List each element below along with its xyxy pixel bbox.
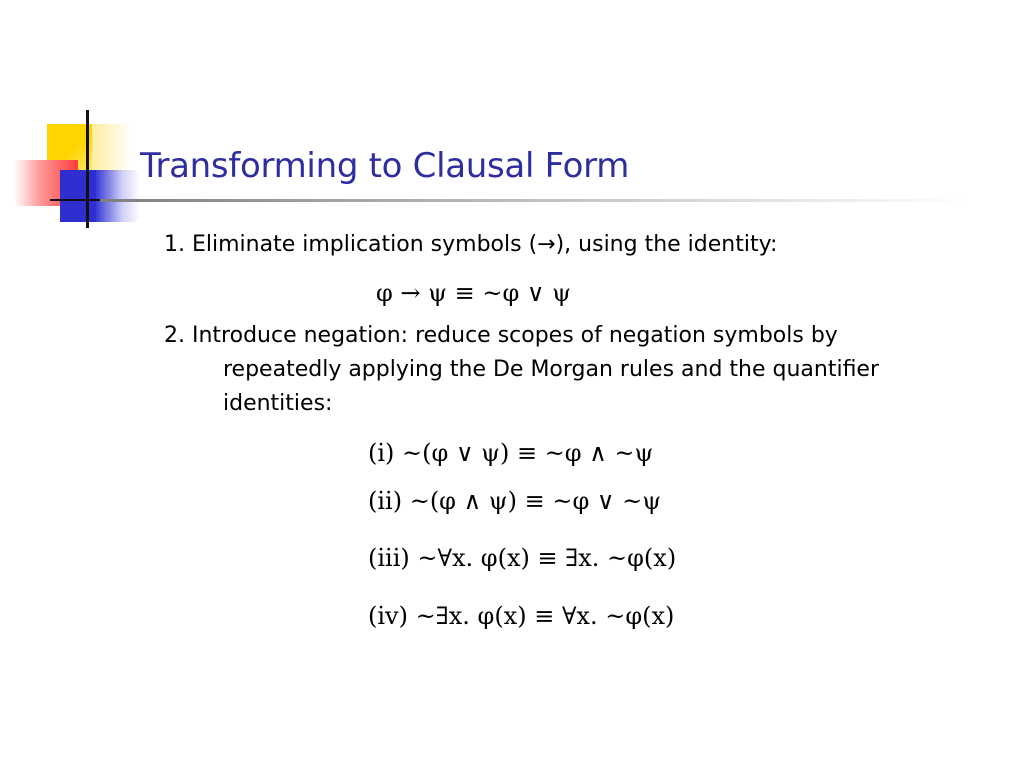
slide-title: Transforming to Clausal Form	[140, 146, 630, 186]
title-underline	[100, 199, 970, 202]
blue-square-fade	[96, 170, 140, 222]
slide-logo-decoration	[0, 0, 160, 240]
rule-iii: (iii) ~∀x. φ(x) ≡ ∃x. ~φ(x)	[368, 544, 677, 572]
implication-identity: φ → ψ ≡ ~φ ∨ ψ	[376, 279, 571, 307]
logo-vertical-line	[86, 110, 89, 228]
step-2-line-2: repeatedly applying the De Morgan rules and the quantifier	[223, 357, 880, 382]
rule-iv: (iv) ~∃x. φ(x) ≡ ∀x. ~φ(x)	[368, 602, 675, 630]
rule-i: (i) ~(φ ∨ ψ) ≡ ~φ ∧ ~ψ	[368, 439, 654, 467]
step-2-line-3: identities:	[223, 391, 333, 416]
yellow-square-fade	[92, 124, 132, 172]
blue-square	[60, 170, 96, 222]
rule-ii: (ii) ~(φ ∧ ψ) ≡ ~φ ∨ ~ψ	[368, 487, 662, 515]
step-1-text: 1. Eliminate implication symbols (→), using the identity:	[164, 232, 778, 257]
step-2-line-1: 2. Introduce negation: reduce scopes of negation symbols by	[164, 323, 838, 348]
